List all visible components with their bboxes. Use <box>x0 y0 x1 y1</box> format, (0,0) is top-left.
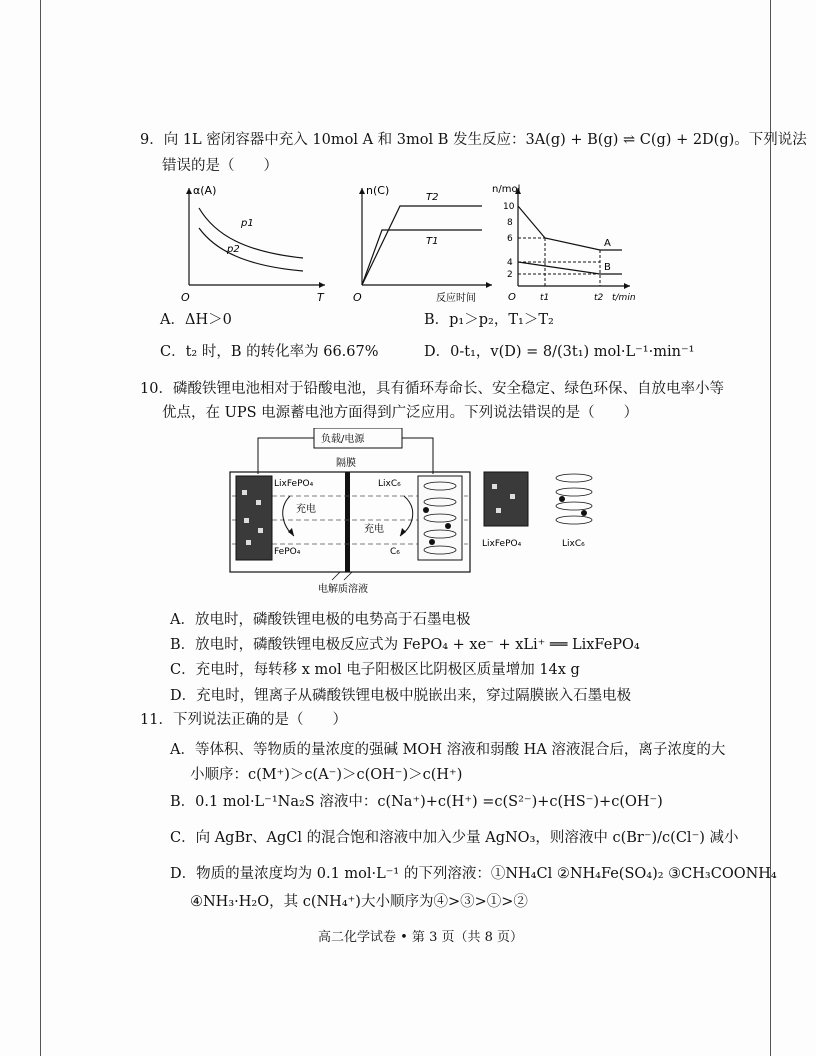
q10-option-c: C．充电时，每转移 x mol 电子阳极区比阴极区质量增加 14x g <box>170 662 580 678</box>
q9-graph-n-vs-t <box>490 180 640 305</box>
diagram-load: 负载/电源 <box>321 434 365 445</box>
g3-ytick-10: 10 <box>503 202 515 212</box>
diagram-crystal-left: LixFePO₄ <box>482 539 522 549</box>
q9-graph-nC-vs-time <box>352 180 502 305</box>
q9-option-d: D．0-t₁，v(D) = 8/(3t₁) mol·L⁻¹·min⁻¹ <box>424 344 695 360</box>
g3-ytick-8: 8 <box>507 218 513 228</box>
q11-stem: 11．下列说法正确的是（ ） <box>140 712 347 728</box>
g3-ytick-2: 2 <box>507 270 513 280</box>
diagram-crystal-right: LixC₆ <box>562 539 585 549</box>
g1-curve-p2: p2 <box>227 244 240 255</box>
diagram-charge-right: 充电 <box>364 524 384 535</box>
q10-option-b: B．放电时，磷酸铁锂电极反应式为 FePO₄ + xe⁻ + xLi⁺ ══ LixFePO₄ <box>170 637 640 653</box>
diagram-separator: 隔膜 <box>336 458 356 469</box>
g3-ylabel: n/mol <box>492 184 521 195</box>
q11-option-d-line1: D．物质的量浓度均为 0.1 mol·L⁻¹ 的下列溶液：①NH₄Cl ②NH₄Fe(SO₄)₂ ③CH₃COONH₄ <box>170 866 777 882</box>
page-right-edge <box>770 0 771 1056</box>
q9-option-c: C．t₂ 时，B 的转化率为 66.67% <box>160 344 379 360</box>
q11-option-d-line2: ④NH₃·H₂O，其 c(NH₄⁺)大小顺序为④>③>①>② <box>190 894 528 910</box>
diagram-charge-left: 充电 <box>296 504 316 515</box>
q11-option-b: B．0.1 mol·L⁻¹Na₂S 溶液中：c(Na⁺)+c(H⁺) =c(S²⁻)+c(HS⁻)+c(OH⁻) <box>170 794 663 810</box>
page-footer: 高二化学试卷 • 第 3 页（共 8 页） <box>318 930 524 945</box>
q9-stem-line1: 9．向 1L 密闭容器中充入 10mol A 和 3mol B 发生反应：3A(g) + B(g) ⇌ C(g) + 2D(g)。下列说法 <box>140 132 807 148</box>
q11-option-a-line2: 小顺序：c(M⁺)＞c(A⁻)＞c(OH⁻)＞c(H⁺) <box>190 767 463 783</box>
q10-battery-diagram <box>228 428 608 596</box>
q10-stem-line2: 优点，在 UPS 电源蓄电池方面得到广泛应用。下列说法错误的是（ ） <box>162 405 639 421</box>
q10-option-d: D．充电时，锂离子从磷酸铁锂电极中脱嵌出来，穿过隔膜嵌入石墨电极 <box>170 688 632 704</box>
diagram-electrolyte: 电解质溶液 <box>318 584 368 595</box>
g1-curve-p1: p1 <box>241 218 254 229</box>
q9-graph-alpha-vs-T <box>175 180 335 305</box>
g3-ytick-4: 4 <box>507 258 513 268</box>
g3-origin: O <box>508 292 516 303</box>
q9-option-a: A．ΔH＞0 <box>160 312 232 328</box>
g1-xlabel: T <box>317 291 324 304</box>
diagram-left-top: LixFePO₄ <box>274 479 314 489</box>
g1-origin: O <box>181 291 190 304</box>
page-left-edge <box>40 0 41 1056</box>
g3-curve-A: A <box>604 238 611 249</box>
q9-option-b: B．p₁＞p₂，T₁＞T₂ <box>424 312 554 328</box>
diagram-right-top: LixC₆ <box>378 479 401 489</box>
g3-xtick-t2: t2 <box>594 293 604 303</box>
diagram-right-bottom: C₆ <box>390 547 400 557</box>
g1-ylabel: α(A) <box>193 184 217 197</box>
q9-stem-line2: 错误的是（ ） <box>162 158 278 174</box>
q11-option-a-line1: A．等体积、等物质的量浓度的强碱 MOH 溶液和弱酸 HA 溶液混合后，离子浓度的大 <box>170 742 726 758</box>
g2-origin: O <box>353 291 362 304</box>
g2-ylabel: n(C) <box>366 184 390 197</box>
g3-curve-B: B <box>604 262 611 273</box>
q11-option-c: C．向 AgBr、AgCl 的混合饱和溶液中加入少量 AgNO₃，则溶液中 c(Br⁻)/c(Cl⁻) 减小 <box>170 830 739 846</box>
g3-ytick-6: 6 <box>507 234 513 244</box>
diagram-left-bottom: FePO₄ <box>274 547 301 557</box>
q10-option-a: A．放电时，磷酸铁锂电极的电势高于石墨电极 <box>170 612 471 628</box>
g2-curve-T2: T2 <box>426 192 439 203</box>
g3-xtick-t1: t1 <box>540 293 550 303</box>
g2-curve-T1: T1 <box>426 236 439 247</box>
g3-xlabel: t/min <box>612 293 636 303</box>
g2-xlabel: 反应时间 <box>436 293 476 304</box>
q10-stem-line1: 10．磷酸铁锂电池相对于铅酸电池，具有循环寿命长、安全稳定、绿色环保、自放电率小等 <box>140 381 724 397</box>
